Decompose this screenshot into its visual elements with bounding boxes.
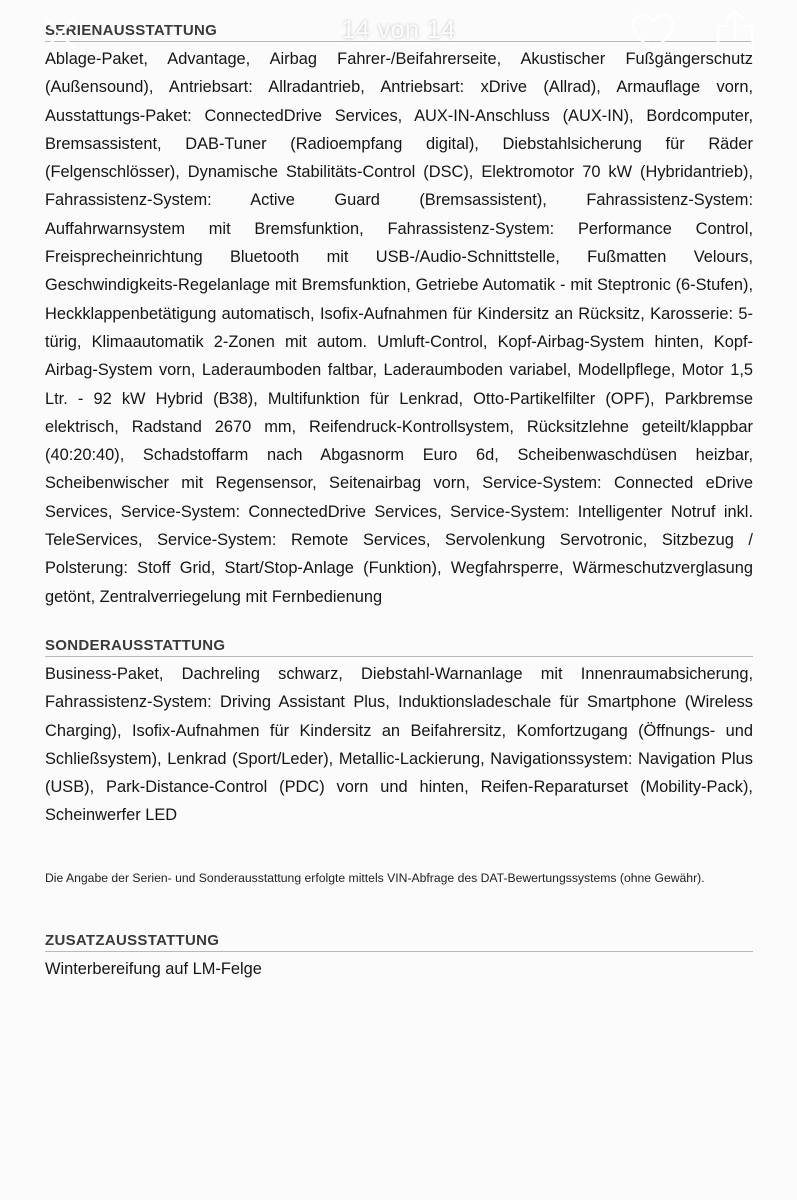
serienausstattung-title: SERIENAUSSTATTUNG: [45, 22, 753, 42]
serienausstattung-text: Ablage-Paket, Advantage, Airbag Fahrer-/Beifahrerseite, Akustischer Fußgängerschutz (Außensound), Antriebsart: Allradantrieb, Antriebsart: xDrive (Allrad), Armauflage vorn, Ausstattungs-Paket: ConnectedDrive Services, AUX-IN-Anschluss (AUX-IN), Bordcomputer, Bremsassistent, DAB-Tuner (Radioempfang digital), Diebstahlsicherung für Räder (Felgenschlösser), Dynamische Stabilitäts-Control (DSC), Elektromotor 70 kW (Hybridantrieb), Fahrassistenz-System: Active Guard (Bremsassistent), Fahrassistenz-System: Auffahrwarnsystem mit Bremsfunktion, Fahrassistenz-System: Performance Control, Freisprecheinrichtung Bluetooth mit USB-/Audio-Schnittstelle, Fußmatten Velours, Geschwindigkeits-Regelanlage mit Bremsfunktion, Getriebe Automatik - mit Steptronic (6-Stufen), Heckklappenbetätigung automatisch, Isofix-Aufnahmen für Kindersitz an Rücksitz, Karosserie: 5-türig, Klimaautomatik 2-Zonen mit autom. Umluft-Control, Kopf-Airbag-System hinten, Kopf-Airbag-System vorn, Laderaumboden faltbar, Laderaumboden variabel, Modellpflege, Motor 1,5 Ltr. - 92 kW Hybrid (B38), Multifunktion für Lenkrad, Otto-Partikelfilter (OPF), Parkbremse elektrisch, Radstand 2670 mm, Reifendruck-Kontrollsystem, Rücksitzlehne geteilt/klappbar (40:20:40), Schadstoffarm nach Abgasnorm Euro 6d, Scheibenwaschdüsen heizbar, Scheibenwischer mit Regensensor, Seitenairbag vorn, Service-System: Connected eDrive Services, Service-System: ConnectedDrive Services, Service-System: Intelligenter Notruf inkl. TeleServices, Service-System: Remote Services, Servolenkung Servotronic, Sitzbezug / Polsterung: Stoff Grid, Start/Stop-Anlage (Funktion), Wegfahrsperre, Wärmeschutzverglasung getönt, Zentralverriegelung mit Fernbedienung: [45, 50, 753, 606]
zusatzausstattung-text: Winterbereifung auf LM-Felge: [45, 959, 262, 978]
favorite-button[interactable]: [630, 12, 676, 54]
sonderausstattung-title: SONDERAUSSTATTUNG: [45, 637, 753, 657]
close-icon: [40, 14, 80, 54]
share-icon: [712, 8, 758, 56]
share-button[interactable]: [712, 8, 758, 56]
serienausstattung-section: [45, 22, 753, 611]
document-page: [45, 22, 753, 983]
heart-icon: [630, 12, 676, 54]
zusatzausstattung-title: ZUSATZAUSSTATTUNG: [45, 932, 753, 952]
sonderausstattung-text: Business-Paket, Dachreling schwarz, Diebstahl-Warnanlage mit Innenraumabsicherung, Fahrassistenz-System: Driving Assistant Plus, Induktionsladeschale für Smartphone (Wireless Charging), Isofix-Aufnahmen für Kindersitz an Beifahrersitz, Komfortzugang (Öffnungs- und Schließsystem), Lenkrad (Sport/Leder), Metallic-Lackierung, Navigationssystem: Navigation Plus (USB), Park-Distance-Control (PDC) vorn und hinten, Reifen-Reparaturset (Mobility-Pack), Scheinwerfer LED: [45, 664, 753, 825]
disclaimer-note: Die Angabe der Serien- und Sonderausstattung erfolgte mittels VIN-Abfrage des DAT-Bewertungssystems (ohne Gewähr).: [45, 870, 705, 885]
image-counter: 14 von 14: [341, 16, 456, 44]
close-button[interactable]: [40, 14, 80, 54]
zusatzausstattung-section: [45, 932, 753, 983]
sonderausstattung-section: [45, 637, 753, 830]
